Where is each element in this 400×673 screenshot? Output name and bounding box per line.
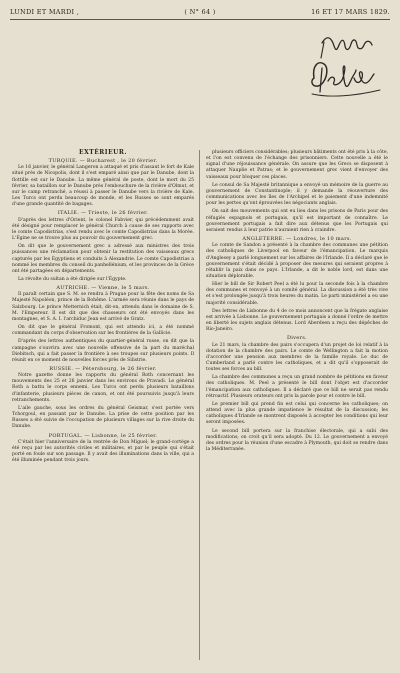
heading-turquie: TURQUIE. — Bucharest , le 20 février. — [48, 158, 158, 165]
masthead-date-right: 16 ET 17 MARS 1829. — [311, 8, 390, 16]
paragraph: C'était hier l'anniversaire de la rentrée de Don Miguel; le grand-cortège a été reçu par les autorités civiles et militaires, et par le peuple qui s'était porté en foule sur son passage. Il y avait des illuminations dans la ville, qui a été illuminée pendant trois jours. — [12, 439, 194, 464]
paragraph: L'aile gauche, sous les ordres du général Geismar, s'est portée vers Tchorgoul, en passant par le Danube. La prise de cette position par les Russes a été suivie de l'occupation de plusieurs villages sur la rive droite du Danube. — [12, 405, 194, 430]
paragraph: D'après des lettres d'Orient, le colonel Fabvier, qui précédemment avait été désigné pour remplacer le général Church à cause de ses rapports avec le comte Capodistrias, s'est rendu avec le comte Capodistrias dans la Morée. L'Égine ne se trouve plus au pouvoir du gouvernement grec. — [12, 217, 194, 242]
paragraph: Hier le bill de Sir Robert Peel a été lu pour la seconde fois à la chambre des communes et renvoyé à un comité général. La discussion a été très vive et s'est prolongée jusqu'à trois heures du matin. Le parti ministériel a eu une majorité considérable. — [206, 282, 388, 306]
left-column — [12, 150, 194, 466]
paragraph: On sait des mouvements qui ont eu lieu dans les prisons de Paris pour des réfugiés espagnols et portugais, qu'il est important de connaître. Le gouvernement portugais a fait dire aux détenus que les Portugais qui seraient rendus à leur patrie n'auraient rien à craindre. — [206, 209, 388, 233]
paragraph: Le premier bill qui prend fin est celui qui concerne les catholiques; on attend avec la plus grande impatience le résultat de la discussion; les catholiques d'Irlande se montrent disposés à accepter les conditions qui leur seront imposées. — [206, 401, 388, 426]
paragraph: Notre gazette donne les rapports du général Roth concernant les mouvements des 25 et 26 janvier dans les environs de Pravadi. Le général Roth a battu le corps ennemi. Les Turcs ont perdu plusieurs bataillons d'infanterie, plusieurs pièces de canon, et ont été poursuivis jusqu'à leurs retranchements. — [12, 373, 194, 403]
paragraph: Le comte de Sandon a présenté à la chambre des communes une pétition des catholiques de Liverpool en faveur de l'émancipation. Le marquis d'Anglesey a parlé longuement sur les affaires de l'Irlande. Il a déclaré que le gouvernement s'était décidé à proposer des mesures qui seraient propres à rétablir la paix dans ce pays. L'Irlande, a dit le noble lord, est dans une situation déplorable. — [206, 243, 388, 279]
handwritten-annotation — [300, 26, 395, 121]
section-title-exterieur: EXTÉRIEUR. — [79, 149, 127, 156]
column-divider — [199, 150, 200, 660]
paragraph: Le 16 janvier, le général Langeron a attaqué et pris d'assaut le fort de Kale situé près de Nicopolis, dont il s'est emparé ainsi que par le Danube, dont la flottille est sur le Danube. La même général de poste, dont le mort du 25 février, sa bataillon sur le Danube près l'embouchure de la rivière d'Olmut, et sur le camp retranché, a réussi à passer le Danube vers la rivière de Kale. Les Turcs ont perdu beaucoup de monde, et les Russes se sont emparés d'une grande quantité de bagages. — [12, 165, 194, 208]
paragraph: La révolte du sultan a été dirigée sur l'Égypte. — [18, 276, 127, 282]
heading-italie: ITALIE. — Trieste, le 26 février. — [57, 210, 149, 217]
heading-portugal: PORTUGAL. — Lisbonne, le 25 février. — [48, 432, 158, 439]
paragraph: Le consul de Sa Majesté britannique a envoyé un mémoire de la guerre au gouvernement de Constantinople; il y demande la réouverture des communications avec les îles de l'Archipel et le paiement d'une indemnité pour les pertes qu'ont éprouvées les négociants anglais. — [206, 182, 388, 207]
heading-divers: Divers. — [286, 335, 308, 342]
heading-russie: RUSSIE. — Pétersbourg, le 26 février. — [49, 366, 157, 372]
masthead — [10, 5, 390, 19]
masthead-date-left: LUNDI ET MARDI , — [10, 8, 80, 16]
paragraph: Des lettres de Lisbonne du 4 de ce mois annoncent que la frégate anglaise est arrivée à Lisbonne. Le gouvernement portugais a donné l'ordre de mettre en liberté les sujets anglais détenus. Lord Aberdeen a reçu des dépêches de Rio-Janeiro. — [206, 308, 388, 333]
masthead-issue-number: ( N° 64 ) — [184, 8, 216, 16]
paragraph: Le 21 mars, la chambre des pairs s'occupera d'un projet de loi relatif à la dotation de la chambre des pairs. Le comte de Wellington a fait la motion d'accorder une pension aux membres de la famille royale. Le duc de Cumberland a parlé contre les catholiques, et a dit qu'il s'opposerait de toutes ses forces au bill. — [206, 342, 388, 373]
paragraph: D'après des lettres authentiques du quartier-général russe, on dit que la campagne s'ouvrira avec une nouvelle offensive de la part du maréchal Diebitsch, qui a fait passer la frontière à ses troupes sur plusieurs points. Il réunit en ce moment de nouvelles forces près de Silistrie. — [12, 339, 194, 363]
paragraph: Il paraît certain que S. M. se rendra à Prague pour la fête des noms de Sa Majesté Napoléon, prince de la Bohême. L'armée sera réunie dans le pays de Salzbourg. Le prince Metternich était, dit-on, attendu dans le domaine de S. M. l'Empereur. Il est dit que des chasseurs ont été envoyés dans les montagnes, et S. A. I. l'archiduc Jean est arrivé de Gratz. — [12, 292, 194, 322]
right-column — [206, 150, 388, 455]
paragraph: On dit que le général Fromont, qui est attendu ici, a été nommé commandant du corps d'observation sur les frontières de la Gallicie. — [12, 325, 194, 337]
heading-autriche: AUTRICHE. — Vienne, le 5 mars. — [56, 285, 150, 292]
paragraph: On dit que le gouvernement grec a adressé aux ministres des trois puissances une réclamation pour obtenir la restitution des vaisseaux grecs capturés par les Égyptiens et conduits à Alexandrie. Le comte Capodistrias a nommé les membres du conseil du panhellénium, et les provinces de la Grèce ont été partagées en départements. — [12, 244, 194, 274]
heading-angleterre: ANGLETERRE. — Londres, le 10 mars. — [242, 236, 352, 243]
paragraph: plusieurs officiers considérables; plusieurs bâtiments ont été pris à la côte, et l'on est convenu de l'échange des prisonniers. Cette nouvelle a été le signal d'une réjouissance générale. On assure que les Grecs se disposent à attaquer Nauplie et Patras; et le gouvernement grec vient d'envoyer des vaisseaux pour bloquer ces places. — [206, 150, 388, 180]
paragraph: La chambre des communes a reçu un grand nombre de pétitions en faveur des catholiques. M. Peel a présenté le bill dont l'objet est d'accorder l'émancipation aux catholiques. Il a déclaré que ce bill ne serait pas rendu rétroactif. Plusieurs orateurs ont pris la parole pour et contre le bill. — [206, 375, 388, 399]
masthead-rule — [10, 19, 390, 20]
paragraph: Le second bill portera sur la franchise électorale, qui a subi des modifications; on croit qu'il sera adopté. Du 12. Le gouvernement a envoyé des ordres pour la réunion d'une escadre à Plymouth, qui doit se rendre dans la Méditerranée. — [206, 428, 388, 453]
